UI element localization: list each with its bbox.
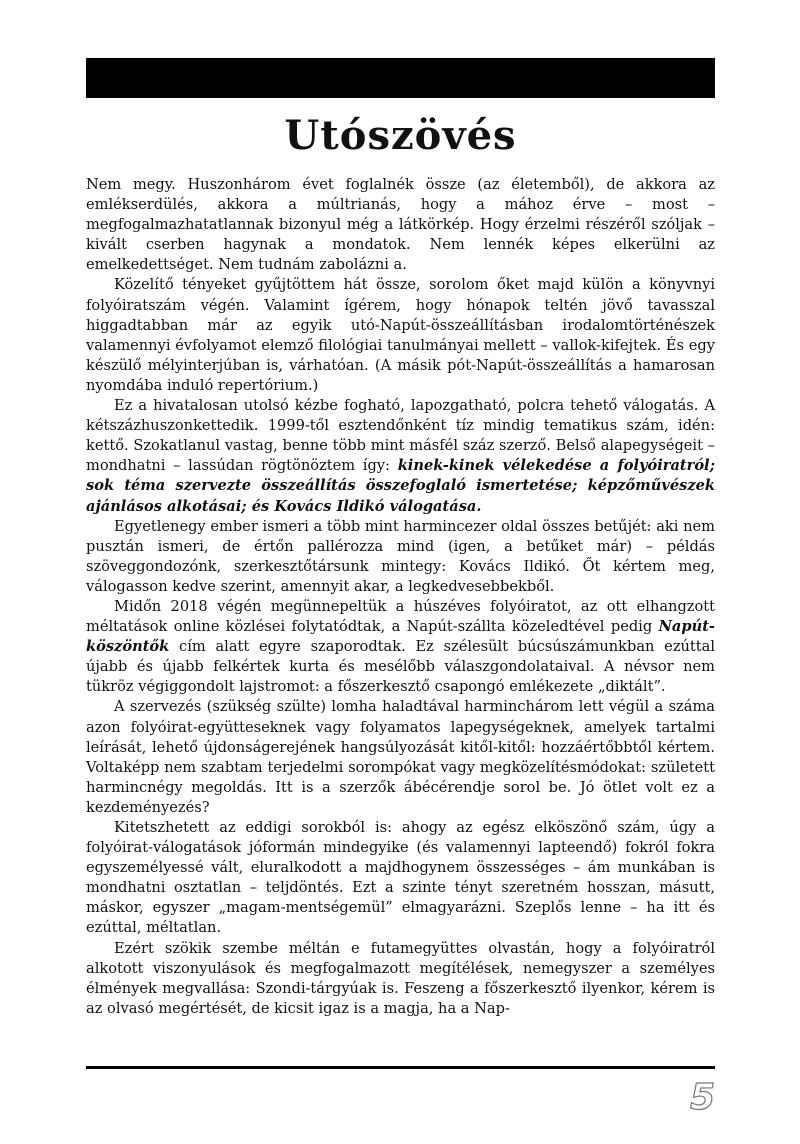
paragraph-text: A szervezés (szükség szülte) lomha haladtával harminchárom lett végül a száma azon folyóirat-együtteseknek vagy folyamatos lapegységeknek, amelyek tartalmi leírását, lehető újdonságerejének hangsúlyozását kitől-kitől: hozzáértőbbtől kértem. Voltaképp nem szabtam terjedelmi sorompókat vagy megközelítésmódokat: született harmincnégy megoldás. Itt is a szerzők ábécérendje sorol be. Jó ötlet volt ez a kezdeményezés? <box>86 698 715 816</box>
page-number: 5 <box>689 1077 715 1118</box>
paragraph-text: Ez a hivatalosan utolsó kézbe fogható, lapozgatható, polcra tehető válogatás. A kétszázhuszonkettedik. 1999-től esztendőnként tíz mindig tematikus szám, idén: kettő. Szokatlanul vastag, benne több mint másfél száz szerző. Belső alapegységeit – mondhatni – lassúdan rögtönöztem így: <box>86 397 715 475</box>
body-paragraph <box>86 517 715 597</box>
paragraph-text: Kitetszhetett az eddigi sorokból is: ahogy az egész elköszönő szám, úgy a folyóirat-válogatások jóformán mindegyike (és valamennyi lapteendő) fokról fokra egyszemélyessé vált, eluralkodott a majdhogynem összességes – ám munkában is mondhatni osztatlan – teljdöntés. Ezt a szinte tényt szeretném hosszan, másutt, máskor, egyszer „magam-mentségemül” elmagyarázni. Szeplős lenne – ha itt és ezúttal, méltatlan. <box>86 819 715 937</box>
body-paragraph <box>86 597 715 697</box>
paragraph-text: Közelítő tényeket gyűjtöttem hát össze, sorolom őket majd külön a könyvnyi folyóiratszám végén. Valamint ígérem, hogy hónapok teltén jövő tavasszal higgadtabban már az egyik utó-Napút-összeállításban irodalomtörténészek valamennyi évfolyamot elemző filológiai tanulmányai mellett – vallok-kifejtek. És egy készülő mélyinterjúban is, várhatóan. (A másik pót-Napút-összeállítás a hamarosan nyomdába induló repertórium.) <box>86 276 715 394</box>
header-bar <box>86 58 715 98</box>
paragraph-text: Egyetlenegy ember ismeri a több mint harmincezer oldal összes betűjét: aki nem pusztán ismeri, de értőn pallérozza mind (igen, a betűket már) – példás szöveggondozónk, szerkesztőtársunk mintegy: Kovács Ildikó. Őt kértem meg, válogasson kedve szerint, amennyit akar, a legkedvesebbekből. <box>86 517 715 595</box>
article-body <box>86 175 715 1019</box>
body-paragraph <box>86 275 715 396</box>
footer-rule <box>86 1066 715 1069</box>
body-paragraph <box>86 697 715 818</box>
emphasized-text: kinek-kinek vélekedése a folyóiratról; sok téma szervezte összeállítás összefoglaló ismertetése; képzőművészek ajánlásos alkotásai; és Kovács Ildikó válogatása. <box>86 457 715 515</box>
body-paragraph <box>86 939 715 1019</box>
body-paragraph <box>86 396 715 517</box>
paragraph-text: Ezért szökik szembe méltán e futamegyüttes olvastán, hogy a folyóiratról alkotott viszonyulások és megfogalmazott megítélések, nemegyszer a személyes élmények megvallása: Szondi-tárgyúak is. Feszeng a főszerkesztő ilyenkor, kérem is az olvasó megértését, de kicsit igaz is a magja, ha a Nap- <box>86 939 715 1017</box>
body-paragraph <box>86 818 715 939</box>
paragraph-text: Midőn 2018 végén megünnepeltük a húszéves folyóiratot, az ott elhangzott méltatások online közlései folytatódtak, a Napút-szállta közeledtével pedig <box>86 597 715 636</box>
body-paragraph <box>86 175 715 275</box>
article-title: Utószövés <box>284 112 517 159</box>
emphasized-text: Napút-köszöntők <box>86 618 715 656</box>
paragraph-text: cím alatt egyre szaporodtak. Ez szélesült búcsúszámunkban ezúttal újabb és újabb felkértek kurta és mesélőbb válaszgondolataival. A névsor nem tükröz végiggondolt lajstromot: a főszerkesztő csapongó emlékezete „diktált”. <box>86 638 715 696</box>
paragraph-text: Nem megy. Huszonhárom évet foglalnék össze (az életemből), de akkora az emlékserdülés, akkora a múltrianás, hogy a mához érve – most – megfogalmazhatatlannak bizonyul még a látkörkép. Hogy érzelmi részéről szóljak – kivált cserben hagynak a mondatok. Nem lennék képes elkerülni az emelkedettséget. Nem tudnám zabolázni a. <box>86 176 715 274</box>
